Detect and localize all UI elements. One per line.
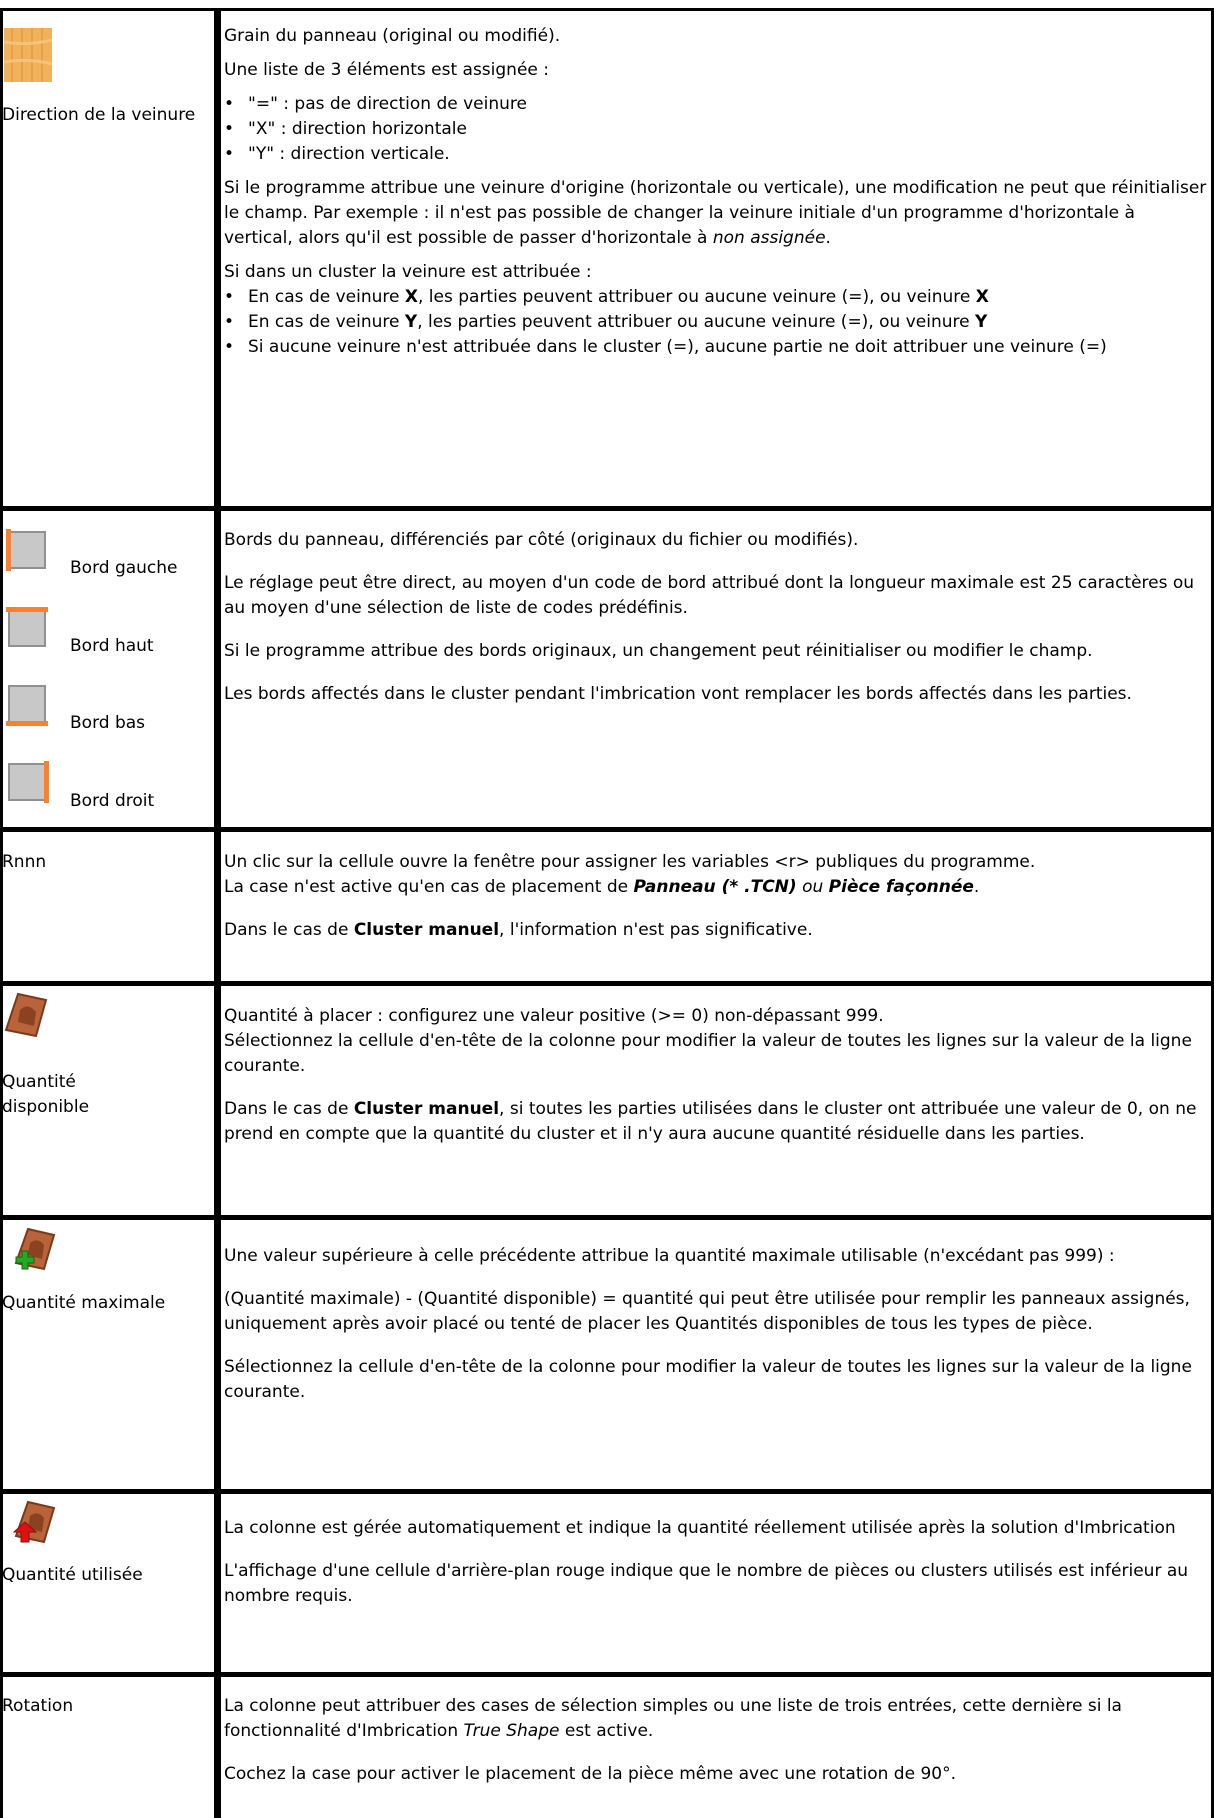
edges-paragraph: Les bords affectés dans le cluster pendant l'imbrication vont remplacer les bords affectés dans les parties. bbox=[224, 684, 1132, 704]
grain-paragraph: Grain du panneau (original ou modifié). bbox=[224, 26, 561, 46]
edge-top-marker bbox=[6, 607, 48, 612]
edge-left-icon bbox=[8, 531, 46, 569]
edges-paragraph: Bords du panneau, différenciés par côté (originaux du fichier ou modifiés). bbox=[224, 530, 859, 550]
row-divider bbox=[0, 981, 1214, 986]
available-paragraph: Dans le cas de Cluster manuel, si toutes les parties utilisées dans le cluster ont attribuée une valeur de 0, on ne prend en compte que la quantité du cluster et il n'y aura aucune quantité résiduelle dans les parties. bbox=[224, 1099, 1197, 1144]
edges-paragraph: Si le programme attribue des bords originaux, un changement peut réinitialiser ou modifier le champ. bbox=[224, 641, 1093, 661]
edge-bottom-label: Bord bas bbox=[70, 713, 146, 733]
emphasis-text: non assignée bbox=[712, 228, 826, 248]
list-item: • Si aucune veinure n'est attribuée dans le cluster (=), aucune partie ne doit attribuer une veinure (=) bbox=[248, 335, 1208, 360]
available-paragraph: Sélectionnez la cellule d'en-tête de la colonne pour modifier la valeur de toutes les lignes sur la valeur de la ligne courante. bbox=[224, 1031, 1192, 1076]
edge-right-label: Bord droit bbox=[70, 791, 155, 811]
panel-plus-icon bbox=[12, 1227, 56, 1277]
available-description-cell bbox=[224, 1004, 1212, 1147]
used-description-cell bbox=[224, 1516, 1212, 1609]
max-paragraph: Une valeur supérieure à celle précédente attribue la quantité maximale utilisable (n'excédant pas 999) : bbox=[224, 1246, 1115, 1266]
rnnn-label: Rnnn bbox=[2, 852, 47, 872]
rotation-description-cell bbox=[224, 1694, 1212, 1787]
edge-left-marker bbox=[6, 529, 11, 571]
table-column-divider bbox=[214, 8, 221, 1818]
max-paragraph: (Quantité maximale) - (Quantité disponible) = quantité qui peut être utilisée pour remplir les panneaux assignés, uniquement après avoir placé ou tenté de placer les Quantités disponibles de tous les types de pièce. bbox=[224, 1289, 1190, 1334]
rnnn-paragraph: Dans le cas de Cluster manuel, l'information n'est pas significative. bbox=[224, 920, 813, 940]
list-item: • En cas de veinure Y, les parties peuvent attribuer ou aucune veinure (=), ou veinure Y bbox=[248, 310, 1208, 335]
available-paragraph: Quantité à placer : configurez une valeur positive (>= 0) non-dépassant 999. bbox=[224, 1006, 884, 1026]
used-paragraph: L'affichage d'une cellule d'arrière-plan rouge indique que le nombre de pièces ou clusters utilisés est inférieur au nombre requis. bbox=[224, 1561, 1189, 1606]
edges-paragraph: Le réglage peut être direct, au moyen d'un code de bord attribué dont la longueur maximale est 25 caractères ou au moyen d'une sélection de liste de codes prédéfinis. bbox=[224, 573, 1195, 618]
edge-bottom-icon bbox=[8, 685, 46, 723]
row-divider bbox=[0, 827, 1214, 832]
rotation-paragraph: La colonne peut attribuer des cases de sélection simples ou une liste de trois entrées, cette dernière si la fonctionnalité d'Imbrication True Shape est active. bbox=[224, 1696, 1122, 1741]
edge-top-icon bbox=[8, 609, 46, 647]
edge-right-icon bbox=[8, 763, 46, 801]
grain-paragraph: Si dans un cluster la veinure est attribuée : bbox=[224, 262, 592, 282]
row-divider bbox=[0, 1215, 1214, 1220]
cluster-rules-list bbox=[224, 285, 1208, 360]
list-item: • "X" : direction horizontale bbox=[248, 117, 1208, 142]
edge-left-label: Bord gauche bbox=[70, 558, 178, 578]
used-label: Quantité utilisée bbox=[2, 1565, 143, 1585]
list-item: • En cas de veinure X, les parties peuvent attribuer ou aucune veinure (=), ou veinure X bbox=[248, 285, 1208, 310]
edge-top-label: Bord haut bbox=[70, 636, 154, 656]
grain-paragraph: Si le programme attribue une veinure d'origine (horizontale ou verticale), une modification ne peut que réinitialiser le champ. Par exemple : il n'est pas possible de changer la veinure initiale d'un programme d'horizontale à vertical, alors qu'il est possible de passer d'horizontale à non assignée. bbox=[224, 178, 1207, 248]
grain-label: Direction de la veinure bbox=[2, 105, 196, 125]
rnnn-description-cell bbox=[224, 850, 1212, 943]
max-label: Quantité maximale bbox=[2, 1293, 166, 1313]
table-border-top bbox=[0, 8, 1214, 11]
edge-right-marker bbox=[44, 761, 49, 803]
available-label-cell bbox=[2, 990, 214, 1210]
edge-bottom-marker bbox=[6, 721, 48, 726]
wood-grain-icon bbox=[4, 28, 52, 82]
panel-icon bbox=[4, 992, 48, 1038]
used-paragraph: La colonne est gérée automatiquement et indique la quantité réellement utilisée après la solution d'Imbrication bbox=[224, 1518, 1176, 1538]
rnnn-paragraph: Un clic sur la cellule ouvre la fenêtre pour assigner les variables <r> publiques du programme. bbox=[224, 852, 1036, 872]
grain-label-cell bbox=[2, 18, 214, 498]
rotation-label: Rotation bbox=[2, 1696, 74, 1716]
panel-arrow-up-icon bbox=[12, 1500, 56, 1550]
row-divider bbox=[0, 1672, 1214, 1677]
rotation-paragraph: Cochez la case pour activer le placement de la pièce même avec une rotation de 90°. bbox=[224, 1764, 956, 1784]
max-description-cell bbox=[224, 1244, 1212, 1405]
available-label: Quantité disponible bbox=[2, 1072, 90, 1117]
rnnn-paragraph: La case n'est active qu'en cas de placement de Panneau (* .TCN) ou Pièce façonnée. bbox=[224, 877, 980, 897]
grain-paragraph: Une liste de 3 éléments est assignée : bbox=[224, 60, 550, 80]
rotation-label-cell bbox=[2, 1694, 214, 1719]
max-label-cell bbox=[2, 1227, 214, 1482]
max-paragraph: Sélectionnez la cellule d'en-tête de la colonne pour modifier la valeur de toutes les lignes sur la valeur de la ligne courante. bbox=[224, 1357, 1192, 1402]
list-item: • "=" : pas de direction de veinure bbox=[248, 92, 1208, 117]
edges-label-cell bbox=[2, 511, 214, 827]
list-item: • "Y" : direction verticale. bbox=[248, 142, 1208, 167]
rnnn-label-cell bbox=[2, 850, 214, 875]
row-divider bbox=[0, 1489, 1214, 1494]
used-label-cell bbox=[2, 1500, 214, 1665]
grain-description-cell bbox=[224, 24, 1212, 360]
edges-description-cell bbox=[224, 528, 1212, 707]
grain-options-list bbox=[224, 92, 1208, 167]
